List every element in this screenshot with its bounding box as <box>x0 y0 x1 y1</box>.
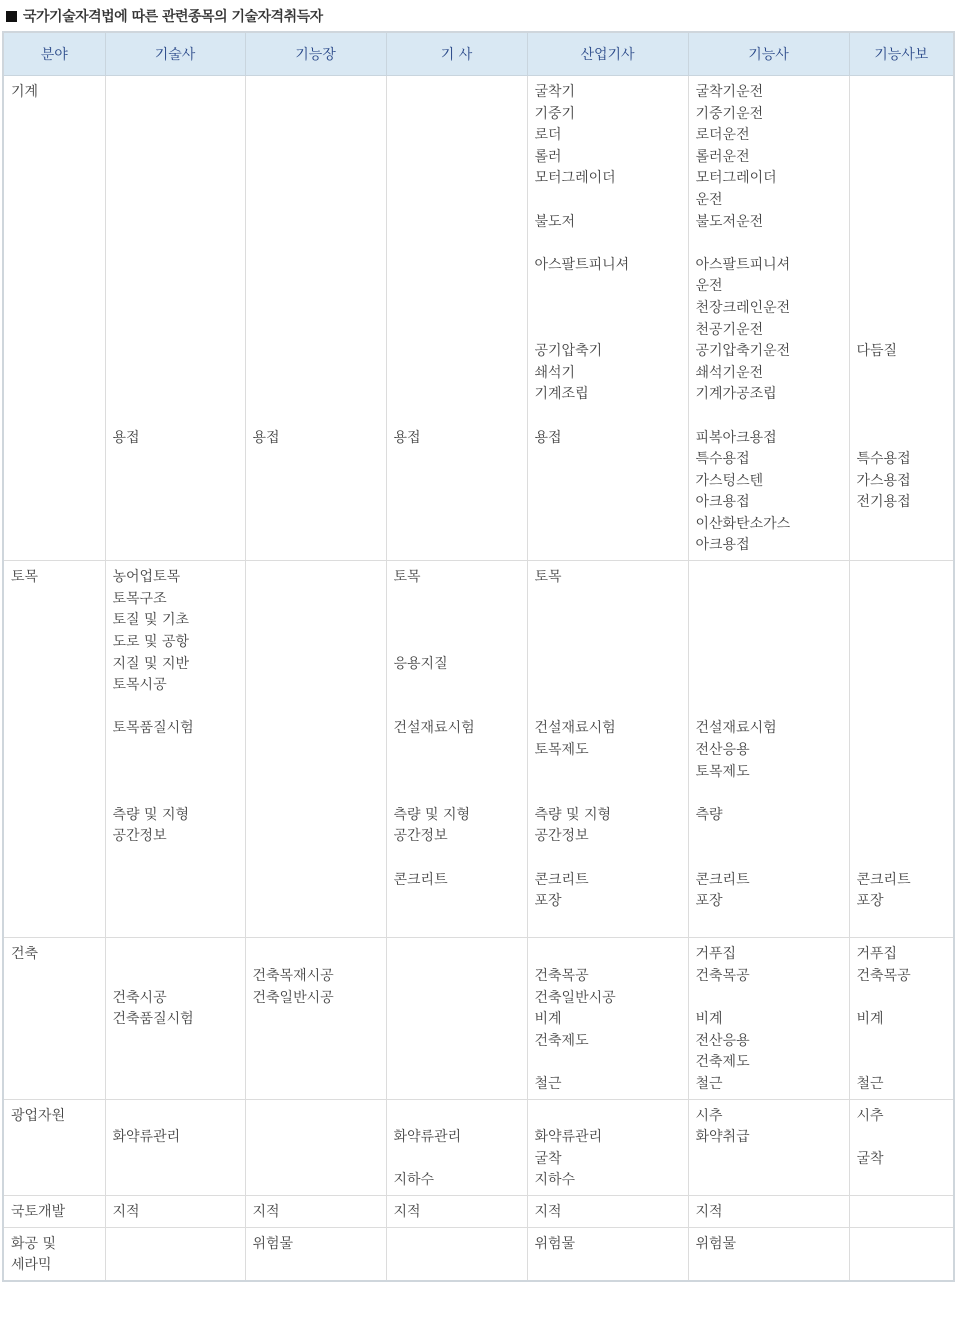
qualification-item: 쇄석기 <box>534 364 576 381</box>
field-cell: 화공 및 세라믹 <box>4 1227 105 1280</box>
qualification-item <box>394 125 527 147</box>
qualification-item: 가스용접 <box>856 472 911 489</box>
qualification-item <box>113 406 245 428</box>
qualification-item <box>535 298 688 320</box>
qualification-item <box>394 190 527 212</box>
qualification-item <box>696 610 849 632</box>
table-row <box>4 1099 953 1195</box>
qualification-item <box>535 589 688 611</box>
qualification-item: 용접 <box>393 429 421 446</box>
qualification-item: 굴착 <box>534 1150 562 1167</box>
cell-master-craftsman <box>245 76 386 561</box>
qualification-item <box>535 1052 688 1074</box>
qualification-item: 가스텅스텐 <box>695 472 764 489</box>
qualification-item <box>253 298 386 320</box>
qualification-item <box>394 589 527 611</box>
cell-industrial-engineer <box>527 938 688 1099</box>
qualification-item <box>113 740 245 762</box>
qualification-item <box>394 406 527 428</box>
qualification-item <box>253 341 386 363</box>
qualification-item: 건축품질시험 <box>112 1011 194 1028</box>
qualification-item <box>696 654 849 676</box>
field-cell: 광업자원 <box>4 1099 105 1195</box>
qualification-item: 비계 <box>695 1011 723 1028</box>
qualification-item <box>113 190 245 212</box>
qualification-item <box>857 384 954 406</box>
qualification-item <box>113 944 245 966</box>
qualification-item: 불도저운전 <box>695 213 764 230</box>
qualification-item: 포장 <box>534 893 562 910</box>
qualification-item: 굴착기 <box>534 84 576 100</box>
qualification-item: 거푸집 <box>856 946 898 963</box>
cell-assistant-craftsman <box>849 1195 953 1227</box>
qualification-item <box>535 848 688 870</box>
qualification-item: 지질 및 지반 <box>112 655 190 672</box>
qualification-item <box>857 675 954 697</box>
cell-assistant-craftsman <box>849 76 953 561</box>
qualification-item: 콘크리트 <box>856 871 911 888</box>
qualification-item <box>113 82 245 104</box>
qualification-item <box>113 212 245 234</box>
qualification-item <box>696 826 849 848</box>
qualification-item <box>394 104 527 126</box>
qualification-item: 아스팔트피니셔 <box>695 256 791 273</box>
qualification-item <box>696 675 849 697</box>
qualification-item: 기계조립 <box>534 386 589 403</box>
qualification-item <box>857 805 954 827</box>
qualification-item <box>857 988 954 1010</box>
qualification-item <box>857 104 954 126</box>
cell-assistant-craftsman <box>849 938 953 1099</box>
qualification-item <box>253 384 386 406</box>
field-cell: 기계 <box>4 76 105 561</box>
cell-craftsman <box>688 1195 849 1227</box>
header-craftsman: 기능사 <box>688 33 849 76</box>
qualification-item <box>253 190 386 212</box>
qualification-item: 건축목공 <box>534 967 589 984</box>
qualification-item: 로더 <box>534 127 562 144</box>
qualification-item <box>857 718 954 740</box>
qualification-item <box>696 697 849 719</box>
qualification-item <box>113 966 245 988</box>
qualification-item: 토목제도 <box>534 741 589 758</box>
cell-professional-engineer <box>105 938 245 1099</box>
qualification-item <box>113 255 245 277</box>
qualification-item <box>394 363 527 385</box>
qualification-item: 화약류관리 <box>112 1129 181 1146</box>
qualification-item <box>113 233 245 255</box>
qualification-table-wrapper <box>2 31 955 1282</box>
cell-assistant-craftsman <box>849 1099 953 1195</box>
cell-industrial-engineer <box>527 76 688 561</box>
cell-master-craftsman <box>245 938 386 1099</box>
qualification-item <box>857 762 954 784</box>
qualification-item <box>113 298 245 320</box>
qualification-item: 콘크리트 <box>695 871 750 888</box>
qualification-item: 철근 <box>534 1075 562 1092</box>
qualification-item: 지적 <box>393 1203 421 1220</box>
cell-professional-engineer <box>105 561 245 938</box>
qualification-item: 특수용접 <box>695 451 750 468</box>
qualification-item <box>857 826 954 848</box>
cell-master-craftsman <box>245 1227 386 1280</box>
table-header-row <box>4 33 953 76</box>
qualification-item <box>857 848 954 870</box>
qualification-item <box>857 610 954 632</box>
qualification-item: 건설재료시험 <box>695 720 777 737</box>
qualification-item <box>857 428 954 450</box>
cell-craftsman <box>688 76 849 561</box>
qualification-item <box>535 406 688 428</box>
qualification-item <box>535 190 688 212</box>
qualification-item <box>535 276 688 298</box>
qualification-item: 아크용접 <box>695 494 750 511</box>
qualification-item <box>857 697 954 719</box>
qualification-item: 화약취급 <box>695 1129 750 1146</box>
qualification-item <box>253 82 386 104</box>
cell-industrial-engineer <box>527 1195 688 1227</box>
cell-professional-engineer <box>105 1099 245 1195</box>
qualification-item <box>394 610 527 632</box>
header-professional-engineer: 기술사 <box>105 33 245 76</box>
qualification-item <box>113 762 245 784</box>
qualification-item: 전산응용 <box>695 1032 750 1049</box>
qualification-item: 용접 <box>252 429 280 446</box>
qualification-item: 공기압축기 <box>534 343 603 360</box>
qualification-item <box>394 783 527 805</box>
qualification-item <box>857 1052 954 1074</box>
qualification-item: 롤러 <box>534 148 562 165</box>
qualification-item <box>113 276 245 298</box>
table-row <box>4 76 953 561</box>
qualification-item <box>113 147 245 169</box>
qualification-item <box>857 190 954 212</box>
qualification-item <box>394 276 527 298</box>
qualification-item <box>857 654 954 676</box>
qualification-item: 기중기 <box>534 105 576 122</box>
qualification-item <box>857 320 954 342</box>
qualification-item: 토목 <box>534 569 562 586</box>
qualification-item: 철근 <box>695 1075 723 1092</box>
qualification-table <box>4 33 953 1280</box>
qualification-item: 용접 <box>112 429 140 446</box>
qualification-item: 건축시공 <box>112 989 167 1006</box>
qualification-item <box>857 1127 954 1149</box>
cell-professional-engineer <box>105 1195 245 1227</box>
qualification-item: 지하수 <box>534 1172 576 1189</box>
qualification-item <box>253 276 386 298</box>
qualification-item: 건축일반시공 <box>252 989 334 1006</box>
cell-master-craftsman <box>245 1099 386 1195</box>
cell-engineer <box>386 561 527 938</box>
qualification-item <box>696 233 849 255</box>
qualification-item: 모터그레이더 <box>695 170 777 187</box>
qualification-item <box>857 298 954 320</box>
qualification-item <box>857 168 954 190</box>
qualification-item: 운전 <box>695 278 723 295</box>
qualification-item: 공간정보 <box>534 828 589 845</box>
qualification-item <box>394 233 527 255</box>
qualification-item <box>535 233 688 255</box>
cell-industrial-engineer <box>527 1099 688 1195</box>
qualification-item <box>394 255 527 277</box>
qualification-item <box>253 320 386 342</box>
qualification-item <box>696 567 849 589</box>
qualification-item <box>857 82 954 104</box>
qualification-item: 화약류관리 <box>393 1129 462 1146</box>
table-row <box>4 1227 953 1280</box>
qualification-item <box>253 168 386 190</box>
qualification-item <box>535 610 688 632</box>
qualification-item: 측량 및 지형 <box>534 806 612 823</box>
qualification-item: 건축목공 <box>695 967 750 984</box>
cell-engineer <box>386 1195 527 1227</box>
qualification-item: 건축목공 <box>856 967 911 984</box>
qualification-item: 도로 및 공항 <box>112 633 190 650</box>
qualification-item <box>394 675 527 697</box>
qualification-item: 천장크레인운전 <box>695 299 791 316</box>
cell-assistant-craftsman <box>849 1227 953 1280</box>
cell-master-craftsman <box>245 1195 386 1227</box>
qualification-item <box>696 988 849 1010</box>
qualification-item: 위험물 <box>252 1235 294 1252</box>
qualification-item: 지적 <box>252 1203 280 1220</box>
qualification-item <box>113 320 245 342</box>
cell-engineer <box>386 1099 527 1195</box>
qualification-item: 굴착기운전 <box>695 84 764 100</box>
qualification-item: 철근 <box>856 1075 884 1092</box>
qualification-item <box>696 406 849 428</box>
qualification-item <box>394 82 527 104</box>
header-industrial-engineer: 산업기사 <box>527 33 688 76</box>
qualification-item <box>394 212 527 234</box>
qualification-item <box>253 944 386 966</box>
qualification-item: 위험물 <box>534 1235 576 1252</box>
header-assistant-craftsman: 기능사보 <box>849 33 953 76</box>
qualification-item <box>394 632 527 654</box>
table-row <box>4 1195 953 1227</box>
qualification-item: 포장 <box>695 893 723 910</box>
qualification-item <box>113 384 245 406</box>
qualification-item: 운전 <box>695 191 723 208</box>
header-master-craftsman: 기능장 <box>245 33 386 76</box>
qualification-item: 불도저 <box>534 213 576 230</box>
qualification-item <box>394 697 527 719</box>
qualification-item <box>857 406 954 428</box>
qualification-item: 토목제도 <box>695 763 750 780</box>
qualification-item: 건축제도 <box>695 1054 750 1071</box>
qualification-item <box>696 783 849 805</box>
qualification-item <box>394 740 527 762</box>
qualification-item <box>113 363 245 385</box>
qualification-item <box>394 168 527 190</box>
page-title <box>6 6 323 26</box>
qualification-item <box>113 168 245 190</box>
qualification-item <box>535 632 688 654</box>
cell-professional-engineer <box>105 1227 245 1280</box>
field-cell: 국토개발 <box>4 1195 105 1227</box>
cell-engineer <box>386 1227 527 1280</box>
qualification-item: 비계 <box>856 1011 884 1028</box>
qualification-item <box>253 212 386 234</box>
qualification-item <box>394 384 527 406</box>
qualification-item <box>113 697 245 719</box>
qualification-item: 건축일반시공 <box>534 989 616 1006</box>
field-cell: 토목 <box>4 561 105 938</box>
qualification-item <box>857 147 954 169</box>
qualification-item <box>394 341 527 363</box>
qualification-item <box>253 406 386 428</box>
qualification-item: 거푸집 <box>695 946 737 963</box>
cell-craftsman <box>688 938 849 1099</box>
qualification-item <box>253 363 386 385</box>
cell-assistant-craftsman <box>849 561 953 938</box>
qualification-item <box>535 697 688 719</box>
cell-engineer <box>386 938 527 1099</box>
qualification-item: 건설재료시험 <box>393 720 475 737</box>
qualification-item: 아크용접 <box>695 537 750 554</box>
qualification-item: 특수용접 <box>856 451 911 468</box>
qualification-item <box>535 1106 688 1128</box>
qualification-item <box>394 320 527 342</box>
square-bullet-icon <box>6 11 17 22</box>
qualification-item: 롤러운전 <box>695 148 750 165</box>
qualification-item: 쇄석기운전 <box>695 364 764 381</box>
qualification-item: 굴착 <box>856 1150 884 1167</box>
qualification-item: 로더운전 <box>695 127 750 144</box>
qualification-item: 화약류관리 <box>534 1129 603 1146</box>
qualification-item: 다듬질 <box>856 343 898 360</box>
header-field: 분야 <box>4 33 105 76</box>
qualification-item <box>857 212 954 234</box>
qualification-item <box>113 104 245 126</box>
qualification-item: 응용지질 <box>393 655 448 672</box>
qualification-item: 비계 <box>534 1011 562 1028</box>
qualification-item <box>394 762 527 784</box>
qualification-item <box>857 363 954 385</box>
qualification-item: 건축제도 <box>534 1032 589 1049</box>
qualification-item <box>535 675 688 697</box>
qualification-item: 포장 <box>856 893 884 910</box>
cell-industrial-engineer <box>527 1227 688 1280</box>
qualification-item: 기중기운전 <box>695 105 764 122</box>
qualification-item <box>113 125 245 147</box>
qualification-item <box>253 104 386 126</box>
qualification-item: 전기용접 <box>856 494 911 511</box>
table-row <box>4 938 953 1099</box>
header-engineer: 기 사 <box>386 33 527 76</box>
qualification-item: 지적 <box>112 1203 140 1220</box>
qualification-item: 지하수 <box>393 1172 435 1189</box>
page-title-text: 국가기술자격법에 따른 관련종목의 기술자격취득자 <box>23 9 323 25</box>
qualification-item <box>253 233 386 255</box>
qualification-item <box>394 298 527 320</box>
qualification-item <box>696 848 849 870</box>
qualification-item: 천공기운전 <box>695 321 764 338</box>
qualification-item: 측량 <box>695 806 723 823</box>
qualification-item: 측량 및 지형 <box>112 806 190 823</box>
qualification-item <box>535 320 688 342</box>
qualification-item: 측량 및 지형 <box>393 806 471 823</box>
qualification-item <box>857 125 954 147</box>
qualification-item: 토목시공 <box>112 677 167 694</box>
qualification-item <box>857 567 954 589</box>
qualification-item: 아스팔트피니셔 <box>534 256 630 273</box>
qualification-item <box>113 783 245 805</box>
table-body <box>4 76 953 1281</box>
qualification-item: 모터그레이더 <box>534 170 616 187</box>
qualification-item: 공기압축기운전 <box>695 343 791 360</box>
qualification-item <box>113 341 245 363</box>
qualification-item <box>253 255 386 277</box>
qualification-item <box>535 654 688 676</box>
qualification-item <box>857 783 954 805</box>
qualification-item <box>394 147 527 169</box>
qualification-item <box>535 783 688 805</box>
cell-industrial-engineer <box>527 561 688 938</box>
qualification-item: 토목구조 <box>112 590 167 607</box>
qualification-item: 시추 <box>695 1107 723 1124</box>
qualification-item: 공간정보 <box>112 828 167 845</box>
table-row <box>4 561 953 938</box>
qualification-item: 피복아크용접 <box>695 429 777 446</box>
qualification-item <box>857 1031 954 1053</box>
qualification-item <box>857 255 954 277</box>
qualification-item <box>857 589 954 611</box>
qualification-item: 이산화탄소가스 <box>695 515 791 532</box>
qualification-item: 지적 <box>695 1203 723 1220</box>
qualification-item <box>857 276 954 298</box>
field-cell: 건축 <box>4 938 105 1099</box>
qualification-item <box>253 125 386 147</box>
qualification-item: 위험물 <box>695 1235 737 1252</box>
qualification-item: 콘크리트 <box>393 871 448 888</box>
qualification-item: 건설재료시험 <box>534 720 616 737</box>
qualification-item: 건축목재시공 <box>252 967 334 984</box>
qualification-item <box>394 1106 527 1128</box>
qualification-item <box>857 632 954 654</box>
qualification-item <box>857 740 954 762</box>
qualification-item <box>535 944 688 966</box>
qualification-item: 공간정보 <box>393 828 448 845</box>
qualification-item <box>253 147 386 169</box>
qualification-item: 농어업토목 <box>112 569 181 586</box>
qualification-item <box>696 589 849 611</box>
cell-professional-engineer <box>105 76 245 561</box>
qualification-item: 토질 및 기초 <box>112 612 190 629</box>
cell-engineer <box>386 76 527 561</box>
qualification-item: 콘크리트 <box>534 871 589 888</box>
qualification-item: 지적 <box>534 1203 562 1220</box>
cell-craftsman <box>688 1099 849 1195</box>
qualification-item: 기계가공조립 <box>695 386 777 403</box>
qualification-item: 용접 <box>534 429 562 446</box>
qualification-item: 토목 <box>393 569 421 586</box>
qualification-item: 시추 <box>856 1107 884 1124</box>
cell-master-craftsman <box>245 561 386 938</box>
qualification-item <box>113 1106 245 1128</box>
cell-craftsman <box>688 1227 849 1280</box>
qualification-item <box>696 632 849 654</box>
qualification-item: 토목품질시험 <box>112 720 194 737</box>
qualification-item: 전산응용 <box>695 741 750 758</box>
qualification-item <box>857 233 954 255</box>
qualification-item <box>394 1149 527 1171</box>
qualification-item <box>394 848 527 870</box>
cell-craftsman <box>688 561 849 938</box>
qualification-item <box>535 762 688 784</box>
